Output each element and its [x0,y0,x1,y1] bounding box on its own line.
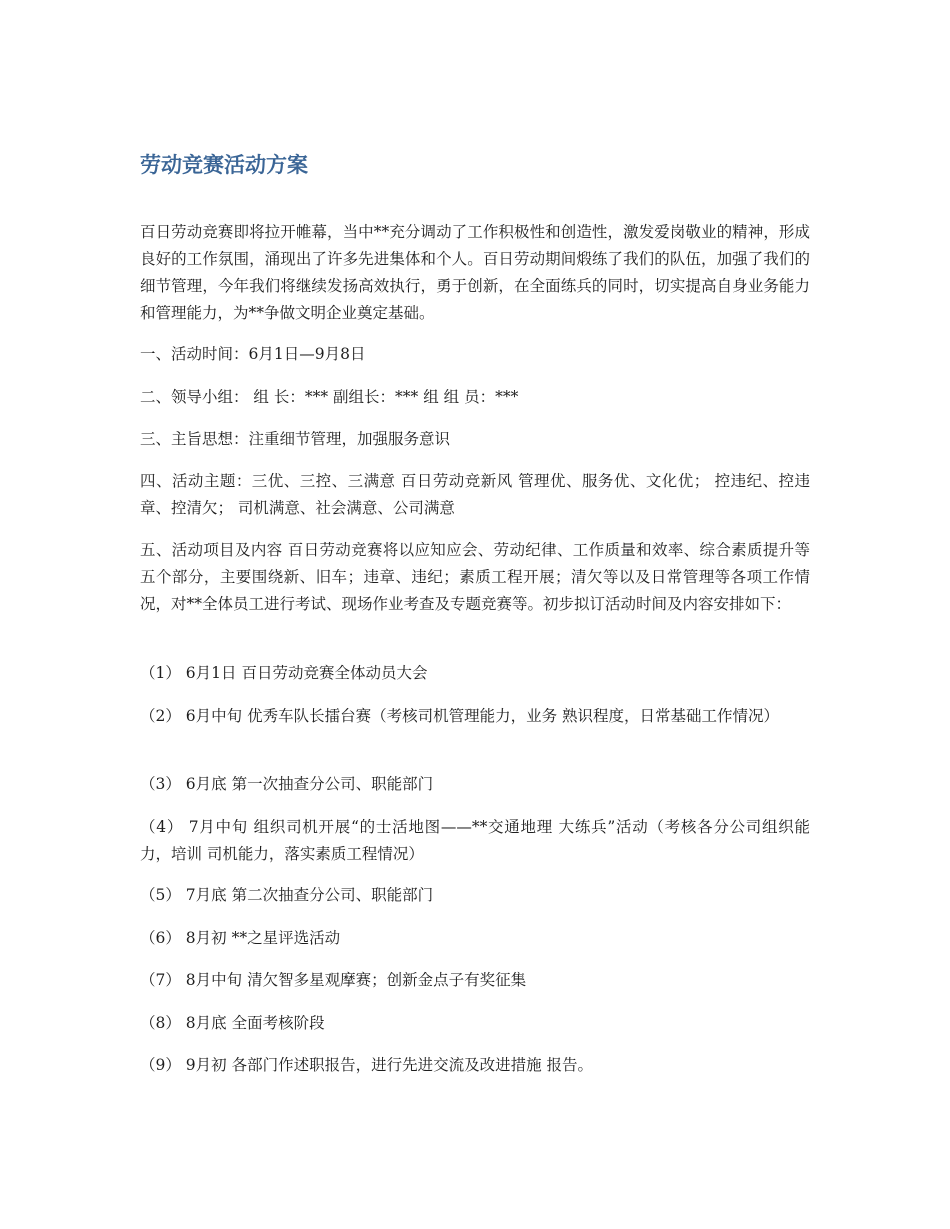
document-title: 劳动竞赛活动方案 [140,153,308,177]
schedule-item-5: （5） 7月底 第二次抽查分公司、职能部门 [140,886,434,904]
activity-time: 一、活动时间：6月1日—9月8日 [140,345,366,363]
schedule-item-7: （7） 8月中旬 清欠智多星观摩赛；创新金点子有奖征集 [140,971,527,989]
intro-paragraph: 百日劳动竞赛即将拉开帷幕，当中**充分调动了工作积极性和创造性，激发爱岗敬业的精神，形成良好的工作氛围，涌现出了许多先进集体和个人。百日劳动期间煅练了我们的队伍，加强了我们的细节管理，今年我们将继续发扬高效执行，勇于创新，在全面练兵的同时，切实提高自身业务能力和管理能力，为**争做文明企业奠定基础。 [140,223,810,322]
schedule-item-4: （4） 7月中旬 组织司机开展“的士活地图——**交通地理 大练兵”活动（考核各分公司组织能力，培训 司机能力，落实素质工程情况） [140,818,810,863]
schedule-item-8: （8） 8月底 全面考核阶段 [140,1014,325,1032]
activity-theme: 四、活动主题：三优、三控、三满意 百日劳动竞新风 管理优、服务优、文化优； 控违纪、控违章、控清欠； 司机满意、社会满意、公司满意 [140,472,810,517]
schedule-item-2: （2） 6月中旬 优秀车队长擂台赛（考核司机管理能力，业务 熟识程度，日常基础工作情况） [140,707,780,725]
schedule-item-3: （3） 6月底 第一次抽查分公司、职能部门 [140,775,434,793]
schedule-item-9: （9） 9月初 各部门作述职报告，进行先进交流及改进措施 报告。 [140,1056,594,1074]
main-idea: 三、主旨思想：注重细节管理，加强服务意识 [140,430,451,448]
leadership-group: 二、领导小组： 组 长：*** 副组长：*** 组 组 员：*** [140,388,519,406]
schedule-item-1: （1） 6月1日 百日劳动竞赛全体动员大会 [140,664,428,682]
schedule-item-6: （6） 8月初 **之星评选活动 [140,929,341,947]
activity-items: 五、活动项目及内容 百日劳动竞赛将以应知应会、劳动纪律、工作质量和效率、综合素质提升等五个部分，主要围绕新、旧车；违章、违纪；素质工程开展；清欠等以及日常管理等各项工作情况，对**全体员工进行考试、现场作业考查及专题竞赛等。初步拟订活动时间及内容安排如下： [140,541,810,613]
